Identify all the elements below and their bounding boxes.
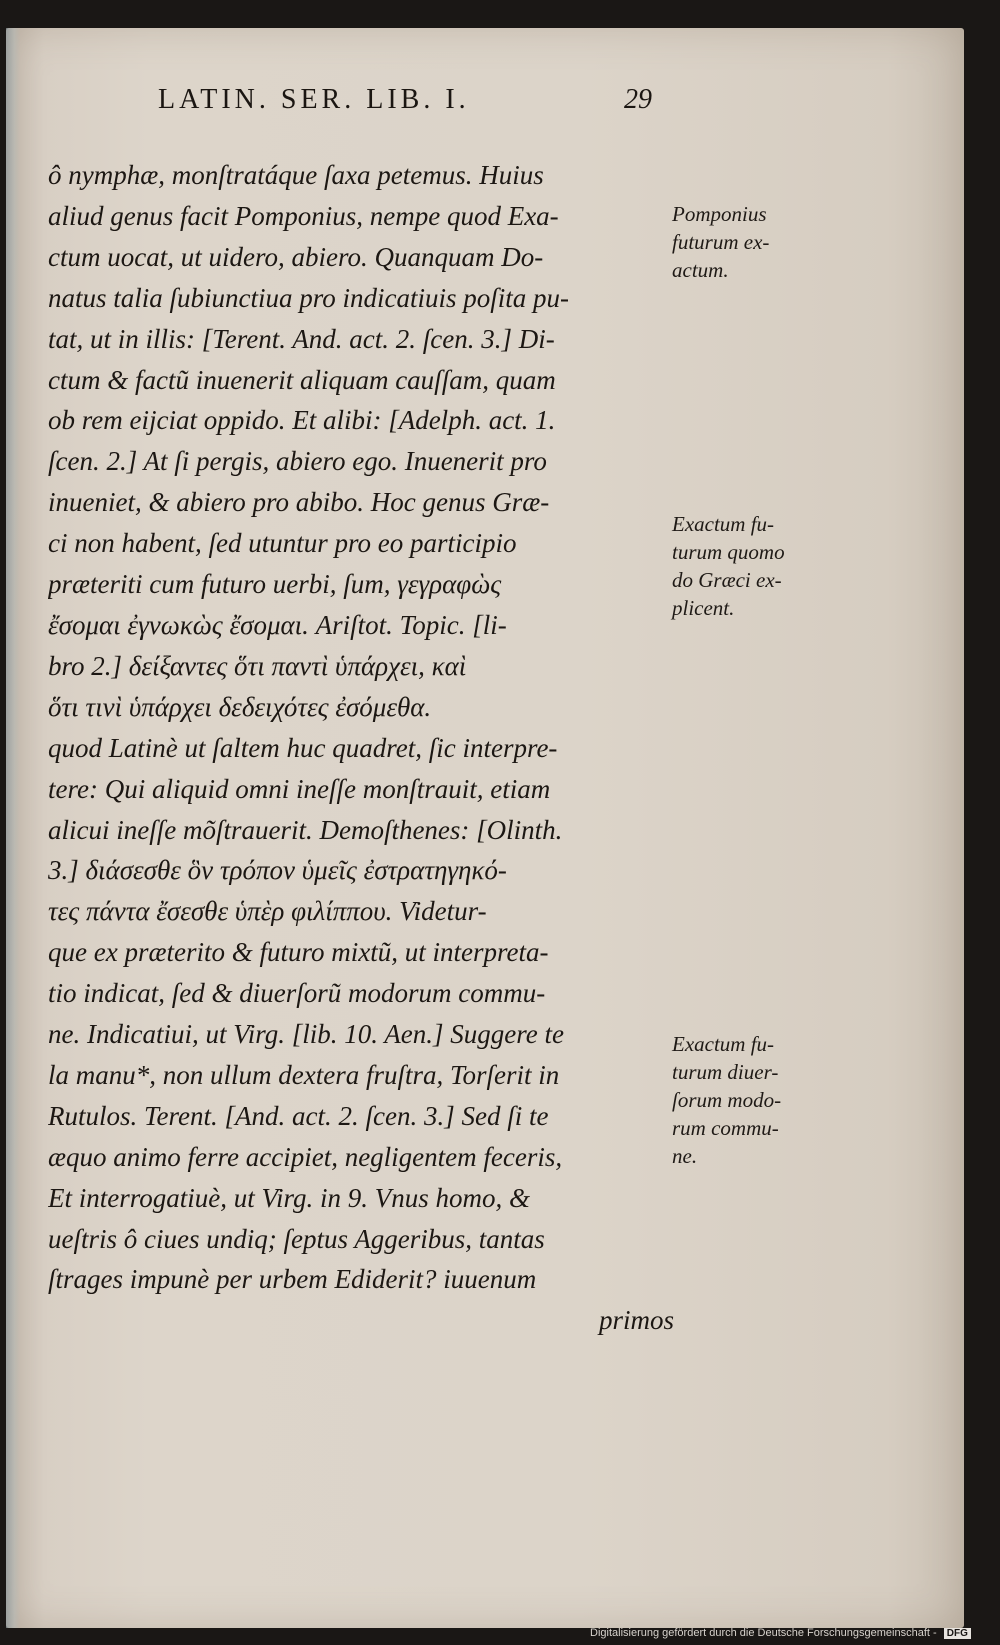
text-line: tere: Qui aliquid omni ineſſe monſtrauit, etiam — [48, 773, 551, 804]
digitization-credit — [590, 1627, 971, 1639]
text-line: ἔσομαι ἐγνωκὼς ἔσομαι. Ariſtot. Topic. [li- — [48, 609, 507, 640]
text-line: inueniet, & abiero pro abibo. Hoc genus Græ- — [48, 487, 550, 518]
margin-note-line: Exactum fu- — [672, 1032, 775, 1056]
running-title: LATIN. SER. LIB. I. — [158, 84, 470, 115]
text-line: aliud genus facit Pomponius, nempe quod Exa- — [48, 200, 559, 231]
margin-note-line: turum diuer- — [672, 1060, 779, 1084]
text-line: ô nymphæ, monſtratáque ſaxa petemus. Huius — [48, 160, 544, 190]
text-line: τες πάντα ἔσεσθε ὑπὲρ φιλίππου. Videtur- — [48, 896, 487, 927]
text-line: ci non habent, ſed utuntur pro eo participio — [48, 528, 517, 559]
text-line: ſtrages impunè per urbem Ediderit? iuuenum — [48, 1264, 537, 1295]
text-line: tio indicat, ſed & diuerſorũ modorum commu- — [48, 978, 546, 1009]
text-line: tat, ut in illis: [Terent. And. act. 2. ſcen. 3.] Di- — [48, 323, 555, 354]
text-line: æquo animo ferre accipiet, negligentem feceris, — [48, 1141, 563, 1172]
text-line: que ex præterito & futuro mixtũ, ut interpreta- — [48, 937, 549, 968]
folio-number: 29 — [624, 84, 652, 115]
text-line: ne. Indicatiui, ut Virg. [lib. 10. Aen.] Suggere te — [48, 1019, 564, 1050]
margin-note-line: Pomponius — [672, 202, 767, 226]
margin-note-modorum — [672, 1030, 852, 1170]
margin-note-pomponius — [672, 200, 852, 284]
margin-note-line: actum. — [672, 258, 729, 282]
margin-note-line: ne. — [672, 1144, 698, 1168]
catchword: primos — [598, 1305, 674, 1336]
page-spine-edge — [6, 28, 20, 1628]
text-line: ſcen. 2.] At ſi pergis, abiero ego. Inuenerit pro — [48, 446, 547, 477]
text-line: ob rem eijciat oppido. Et alibi: [Adelph. act. 1. — [48, 405, 556, 436]
text-line: la manu*, non ullum dextera fruſtra, Torſerit in — [48, 1059, 560, 1090]
margin-note-line: ſorum modo- — [672, 1088, 782, 1112]
text-line: ctum uocat, ut uidero, abiero. Quanquam Do- — [48, 241, 544, 272]
text-line: alicui ineſſe mõſtrauerit. Demoſthenes: [Olinth. — [48, 814, 563, 845]
text-line: quod Latinè ut ſaltem huc quadret, ſic interpre- — [48, 732, 558, 763]
margin-note-line: turum quomo — [672, 540, 785, 564]
text-line: præteriti cum futuro uerbi, ſum, γεγραφὼς — [48, 569, 502, 600]
text-line: ctum & factũ inuenerit aliquam cauſſam, quam — [48, 364, 556, 395]
margin-note-line: futurum ex- — [672, 230, 770, 254]
body-text — [48, 155, 674, 1341]
dfg-logo: DFG — [944, 1628, 971, 1639]
text-line: natus talia ſubiunctiua pro indicatiuis poſita pu- — [48, 282, 570, 313]
text-line: 3.] διάσεσθε ὃν τρόπον ὑμεῖς ἐστρατηγηκό- — [48, 855, 507, 886]
text-line: ueſtris ô ciues undiq; ſeptus Aggeribus, tantas — [48, 1223, 545, 1254]
margin-note-line: Exactum fu- — [672, 512, 775, 536]
margin-note-line: do Græci ex- — [672, 568, 782, 592]
text-line: Rutulos. Terent. [And. act. 2. ſcen. 3.] Sed ſi te — [48, 1100, 549, 1131]
margin-note-line: plicent. — [672, 596, 735, 620]
text-line: ὅτι τινὶ ὑπάρχει δεδειχότες ἐσόμεθα. — [48, 691, 432, 722]
margin-note-line: rum commu- — [672, 1116, 779, 1140]
credit-text: Digitalisierung gefördert durch die Deutsche Forschungsgemeinschaft - — [590, 1627, 937, 1639]
margin-note-graeci — [672, 510, 852, 622]
text-line: Et interrogatiuè, ut Virg. in 9. Vnus homo, & — [48, 1182, 530, 1213]
text-line: bro 2.] δείξαντες ὅτι παντὶ ὑπάρχει, καὶ — [48, 650, 467, 681]
